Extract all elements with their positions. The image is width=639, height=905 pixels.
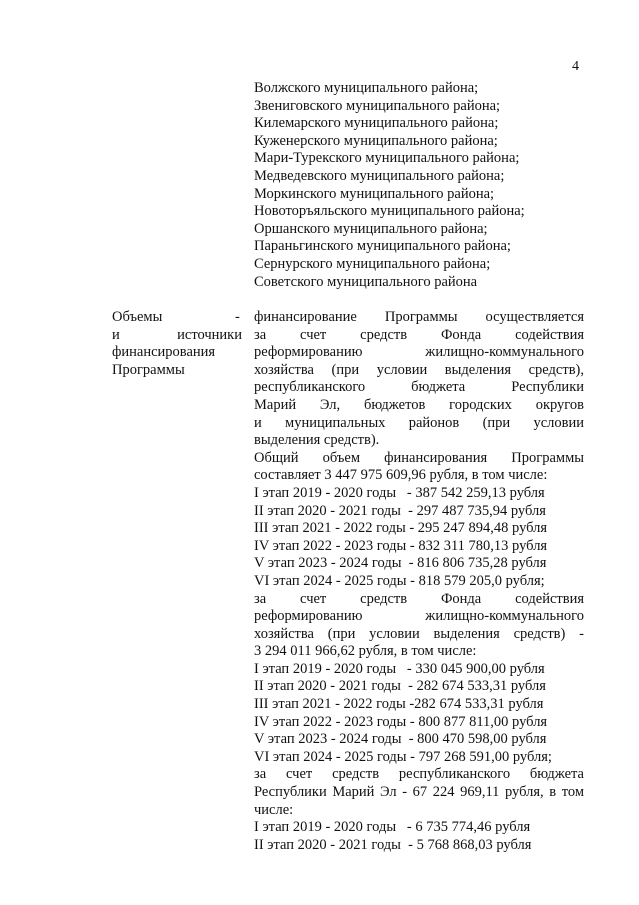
stage-line: III этап 2021 - 2022 годы -282 674 533,31 рубля xyxy=(254,696,544,713)
region-item: Сернурского муниципального района; xyxy=(254,255,491,272)
region-item: Звениговского муниципального района; xyxy=(254,97,501,114)
separator-dash: - xyxy=(235,309,240,325)
financing-line: хозяйства (при условии выделения средств), xyxy=(254,361,584,378)
section-label-word: и xyxy=(112,326,120,343)
stage-line: II этап 2020 - 2021 годы - 5 768 868,03 рубля xyxy=(254,836,532,853)
stage-line: V этап 2023 - 2024 годы - 800 470 598,00 рубля xyxy=(254,731,547,748)
financing-line: реформированию жилищно-коммунального xyxy=(254,344,584,361)
stage-line: IV этап 2022 - 2023 годы - 832 311 780,13 рубля xyxy=(254,537,548,554)
stage-line: II этап 2020 - 2021 годы - 297 487 735,94 рубля xyxy=(254,502,546,519)
region-list xyxy=(254,80,594,291)
section-label-line: финансирования xyxy=(112,344,216,361)
financing-line: составляет 3 447 975 609,96 рубля, в том числе: xyxy=(254,467,548,484)
financing-line: Марий Эл, бюджетов городских округов xyxy=(254,396,584,413)
region-item: Волжского муниципального района; xyxy=(254,80,479,96)
section-label-line: Объемы xyxy=(112,309,163,325)
financing-line: и муниципальных районов (при условии xyxy=(254,414,584,431)
section-label-word: источники xyxy=(177,326,242,343)
financing-line: выделения средств). xyxy=(254,432,380,449)
stage-line: III этап 2021 - 2022 годы - 295 247 894,48 рубля xyxy=(254,520,548,537)
financing-line: реформированию жилищно-коммунального xyxy=(254,608,584,625)
region-item: Мари-Турекского муниципального района; xyxy=(254,150,520,167)
stage-line: I этап 2019 - 2020 годы - 330 045 900,00 рубля xyxy=(254,660,545,677)
stage-line: I этап 2019 - 2020 годы - 6 735 774,46 рубля xyxy=(254,819,531,836)
section-label-line xyxy=(112,327,242,345)
financing-line: 3 294 011 966,62 рубля, в том числе: xyxy=(254,643,477,660)
financing-line: республиканского бюджета Республики xyxy=(254,379,584,396)
financing-text xyxy=(254,309,584,854)
stage-line: VI этап 2024 - 2025 годы - 818 579 205,0 рубля; xyxy=(254,572,545,589)
region-item: Килемарского муниципального района; xyxy=(254,115,499,132)
region-item: Моркинского муниципального района; xyxy=(254,185,495,202)
financing-line: Республики Марий Эл - 67 224 969,11 рубля, в том xyxy=(254,784,584,801)
region-item: Куженерского муниципального района; xyxy=(254,132,498,149)
stage-line: I этап 2019 - 2020 годы - 387 542 259,13 рубля xyxy=(254,484,545,501)
financing-line: хозяйства (при условии выделения средств) - xyxy=(254,625,584,642)
page-number: 4 xyxy=(572,59,579,74)
stage-line: II этап 2020 - 2021 годы - 282 674 533,31 рубля xyxy=(254,678,546,695)
region-item: Новоторъяльского муниципального района; xyxy=(254,203,525,220)
stage-line: IV этап 2022 - 2023 годы - 800 877 811,00 рубля xyxy=(254,713,548,730)
financing-line: за счет средств Фонда содействия xyxy=(254,590,584,607)
region-item: Оршанского муниципального района; xyxy=(254,220,488,237)
stage-line: V этап 2023 - 2024 годы - 816 806 735,28 рубля xyxy=(254,555,547,572)
stage-line: VI этап 2024 - 2025 годы - 797 268 591,00 рубля; xyxy=(254,748,552,765)
region-item: Параньгинского муниципального района; xyxy=(254,238,511,255)
region-item: Советского муниципального района xyxy=(254,273,478,290)
financing-line: за счет средств Фонда содействия xyxy=(254,326,584,343)
financing-line: за счет средств республиканского бюджета xyxy=(254,766,584,783)
financing-line: Общий объем финансирования Программы xyxy=(254,449,584,466)
region-item: Медведевского муниципального района; xyxy=(254,167,505,184)
financing-line: финансирование Программы осуществляется xyxy=(254,309,584,325)
section-label xyxy=(112,309,242,379)
section-label-line: Программы xyxy=(112,361,185,378)
financing-line: числе: xyxy=(254,801,294,818)
